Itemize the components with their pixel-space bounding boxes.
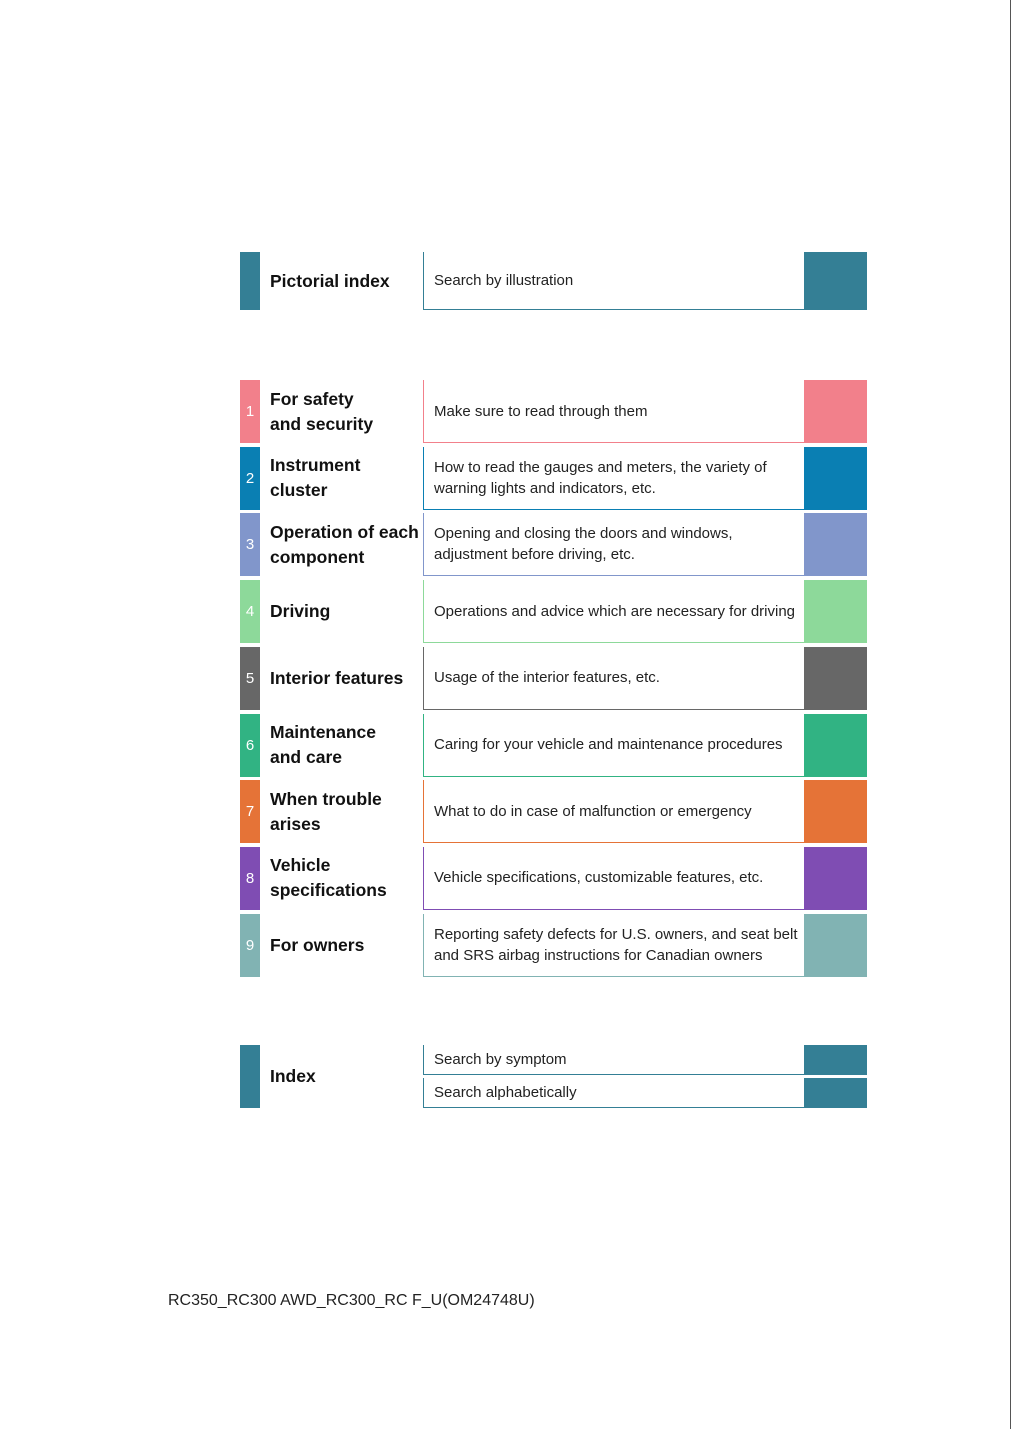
chapter-description: Opening and closing the doors and windows, adjustment before driving, etc. (423, 513, 804, 576)
chapter-number-tab: 3 (240, 513, 260, 576)
chapter-number-tab: 9 (240, 914, 260, 977)
chapter-color-block (804, 580, 867, 643)
chapter-color-block (804, 847, 867, 910)
chapter-title: Maintenance and care (270, 722, 376, 767)
chapter-description: Caring for your vehicle and maintenance procedures (423, 714, 804, 777)
chapter-row-8[interactable] (240, 847, 867, 910)
chapter-row-7[interactable] (240, 780, 867, 843)
chapter-description: Usage of the interior features, etc. (423, 647, 804, 710)
chapter-description: Operations and advice which are necessary for driving (423, 580, 804, 643)
chapter-row-9[interactable] (240, 914, 867, 977)
index-color-block (804, 1078, 867, 1108)
index-title: Index (270, 1066, 316, 1086)
pictorial-description: Search by illustration (423, 252, 804, 310)
pictorial-color-block (804, 252, 867, 310)
index-tab (240, 1045, 260, 1108)
chapter-title: For owners (270, 934, 365, 955)
index-item-symptom[interactable] (423, 1045, 867, 1075)
chapter-number-tab: 8 (240, 847, 260, 910)
pictorial-tab (240, 252, 260, 310)
chapter-number-tab: 5 (240, 647, 260, 710)
chapter-number-tab: 6 (240, 714, 260, 777)
chapter-row-6[interactable] (240, 714, 867, 777)
chapter-color-block (804, 513, 867, 576)
index-color-block (804, 1045, 867, 1075)
chapter-color-block (804, 780, 867, 843)
chapter-title: Vehicle specifications (270, 855, 387, 901)
chapter-color-block (804, 447, 867, 510)
chapter-title: Operation of each component (270, 521, 419, 567)
chapter-color-block (804, 380, 867, 443)
chapter-title: Driving (270, 601, 331, 622)
chapter-number-tab: 1 (240, 380, 260, 443)
chapter-title: Instrument cluster (270, 455, 361, 501)
index-row (240, 1045, 867, 1108)
page-edge-line (1010, 0, 1011, 1429)
pictorial-title: Pictorial index (270, 270, 390, 291)
chapter-row-1[interactable] (240, 380, 867, 443)
index-item-label: Search alphabetically (423, 1078, 804, 1108)
chapter-title: Interior features (270, 667, 404, 688)
chapter-row-2[interactable] (240, 447, 867, 510)
chapter-description: Make sure to read through them (423, 380, 804, 443)
footer-code: RC350_RC300 AWD_RC300_RC F_U(OM24748U) (168, 1292, 535, 1309)
pictorial-index-row[interactable] (240, 252, 867, 310)
chapter-title: When trouble arises (270, 788, 382, 834)
chapter-row-4[interactable] (240, 580, 867, 643)
chapter-color-block (804, 647, 867, 710)
chapter-description: Reporting safety defects for U.S. owners, and seat belt and SRS airbag instructions for Canadian owners (423, 914, 804, 977)
chapter-row-3[interactable] (240, 513, 867, 576)
chapter-color-block (804, 914, 867, 977)
chapter-number-tab: 2 (240, 447, 260, 510)
chapter-description: What to do in case of malfunction or emergency (423, 780, 804, 843)
chapter-description: Vehicle specifications, customizable features, etc. (423, 847, 804, 910)
chapter-row-5[interactable] (240, 647, 867, 710)
chapter-number-tab: 4 (240, 580, 260, 643)
index-item-alphabetical[interactable] (423, 1078, 867, 1108)
chapter-number-tab: 7 (240, 780, 260, 843)
chapter-color-block (804, 714, 867, 777)
chapter-description: How to read the gauges and meters, the variety of warning lights and indicators, etc. (423, 447, 804, 510)
index-item-label: Search by symptom (423, 1045, 804, 1075)
chapter-title: For safety and security (270, 388, 374, 434)
